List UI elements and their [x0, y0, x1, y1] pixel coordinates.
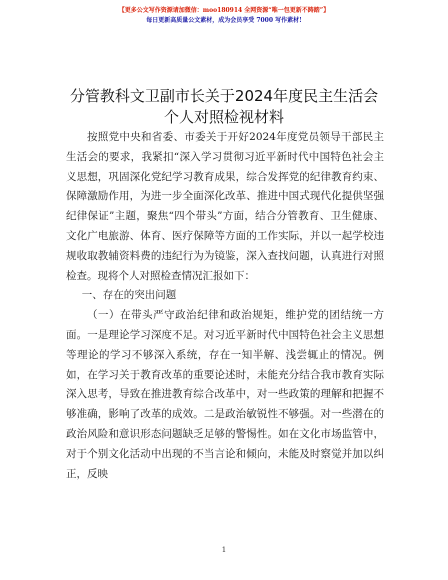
intro-paragraph	[66, 128, 384, 286]
intro-text-b: 党的纪律教育约束、保障激励作用，为进一步全面深化改革、	[66, 170, 384, 203]
section-heading: 一、存在的突出问题	[81, 289, 177, 302]
problem-text-a: （一）在带头严守政治纪律和政治规矩，维护党的团结统一方面。一是理论学习深度不足。对习近平新时代中国特色社会主义思想等理论的学习不够深入系统，存在一知半解、浅尝辄止的情况。例如，在学习关于教育改革的重要论述时，未能充分结合我市教育实际深入思考，导致在推进教育综合改革中，	[66, 309, 384, 401]
document-title-line1: 分管教科文卫副市长关于2024年度民主生活会	[69, 87, 379, 105]
document-title-line2: 个人对照检视材料	[163, 108, 284, 126]
page-number: 1	[221, 546, 227, 554]
problem-text-c: 二是政治敏锐性不够强。对一些潜在的政治风险和意识形态问题缺乏足够的警惕性。如在文化市场监管中，对于个别文化活动中出现的不当言论和倾向，未能及时察觉并加以纠正，反映	[66, 408, 385, 480]
intro-text-c: 推进中国式现代化提供坚强纪律保证”主题，聚焦“四个带头”方面，结合分管教育、卫生健康、文化广电旅游、体育、医疗保障等方面的工作实际，并以一起学校违规收取教辅资料费的违纪行为为镜鉴，深入查找问题，认真进行对照检查。现将个人对照检查情况汇报如下：	[66, 190, 385, 282]
document-body	[66, 128, 384, 484]
document-title	[40, 86, 408, 128]
intro-text-a: 按照党中央和省委、市委关于开好2024年度党员领导干部民主生活会的要求，我紧扣“深入学习贯彻习近平新时代中国特色社会主义思想，巩固深化党纪学习教育成果，综合发挥	[66, 131, 384, 183]
problem-paragraph	[66, 306, 384, 484]
promo-banner-line1: 【更多公文写作资源请加微信：moo180914 全网资源“唯一包更新不踌踏”】	[118, 7, 330, 14]
promo-banner	[0, 6, 448, 26]
promo-banner-line2: 每日更新高质量公文素材，成为会员享受 7000 写作素材!	[146, 17, 302, 24]
problem-text-b: 对一些政策的理解和把握不够准确，影响了改革的成效。	[66, 388, 385, 421]
